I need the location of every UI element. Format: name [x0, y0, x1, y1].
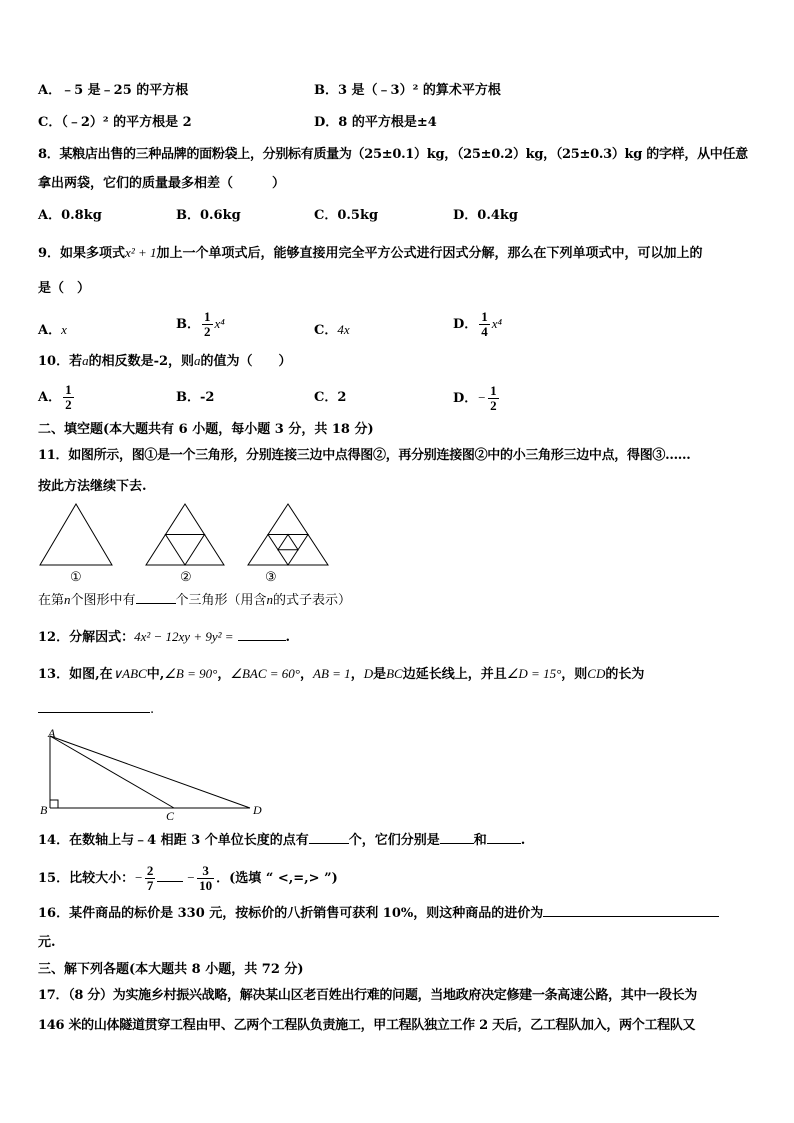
q15-pre: 15．比较大小： [38, 871, 135, 886]
q10-option-d-denominator: 2 [490, 398, 497, 413]
q10-stem [38, 352, 292, 371]
q13-point-d: D [363, 666, 374, 681]
q10-option-d-fraction [488, 384, 499, 413]
q15-denominator-1: 7 [146, 878, 154, 893]
q9-option-d-fraction [479, 310, 490, 339]
q13-stem-line1 [38, 665, 644, 684]
q13-angle-bac: ∠BAC = 60° [230, 666, 301, 681]
figure-1-label: ① [70, 570, 82, 585]
q9-option-a [38, 314, 67, 347]
q11-line3-pre: 在第 [38, 593, 65, 608]
q10-option-a-numerator: 1 [65, 382, 72, 397]
q16-stem-line1 [38, 904, 719, 923]
q13-mid4: ，则 [561, 667, 588, 682]
q9-stem-line2: 是（ ） [38, 281, 91, 296]
q9-option-b [176, 308, 225, 341]
figure-3-triangles [248, 504, 328, 565]
q14-stem [38, 831, 525, 850]
q10-option-d-sign: − [477, 390, 487, 405]
q12-answer-blank[interactable] [238, 628, 286, 641]
q13-segment-cd: CD [587, 666, 606, 681]
q13-figure-lines [50, 736, 250, 808]
q10-option-a-label: A． [38, 390, 62, 405]
q13-triangle-figure [36, 726, 276, 822]
q11-answer-blank[interactable] [136, 591, 176, 604]
q10-option-a-denominator: 2 [65, 397, 72, 412]
q7-option-a: A．﹣5 是﹣25 的平方根 [38, 83, 189, 98]
q8-stem-line2: 拿出两袋，它们的质量最多相差（ ） [38, 176, 286, 191]
q9-stem-pre: 9．如果多项式 [38, 246, 126, 261]
q9-option-b-numerator: 1 [204, 309, 211, 324]
q9-stem-post: 加上一个单项式后，能够直接用完全平方公式进行因式分解，那么在下列单项式中，可以加上的 [156, 246, 703, 261]
q10-var-a: a [82, 353, 89, 368]
q13-label-a: A [48, 726, 56, 740]
figure-2-triangles [146, 504, 224, 565]
figure-1-triangle [40, 504, 112, 565]
q12-expression: 4x² − 12xy + 9y² = [134, 629, 234, 644]
q11-line3-post: 个三角形（用含 [175, 593, 267, 608]
q9-option-c [314, 314, 350, 347]
q8-option-b: B．0.6kg [176, 208, 241, 223]
q10-option-b: B．-2 [176, 390, 215, 405]
q10-var-a-2: a [194, 353, 201, 368]
q15-post: ．(选填 “ <,=,> ”) [216, 871, 338, 886]
q8-stem-line1: 8．某粮店出售的三种品牌的面粉袋上，分别标有质量为（25±0.1）kg，（25±0.2）kg，（25±0.3）kg 的字样，从中任意 [38, 147, 748, 162]
q9-stem-line1 [38, 244, 703, 263]
q13-sep2: ， [300, 667, 314, 682]
q13-mid1: 中, [146, 667, 165, 682]
q13-sep3: ， [350, 667, 364, 682]
q13-mid3: 边延长线上，并且 [402, 667, 507, 682]
q11-stem-line1: 11．如图所示，图①是一个三角形，分别连接三边中点得图②，再分别连接图②中的小三角形三边中点，得图③…… [38, 448, 691, 463]
q9-polynomial: x² + 1 [125, 245, 157, 260]
q9-option-c-value: 4x [337, 322, 350, 337]
q7-option-c: C．（﹣2）² 的平方根是 2 [38, 115, 192, 130]
q16-answer-blank[interactable] [543, 904, 719, 917]
q10-option-a-fraction [63, 383, 74, 412]
q13-mid2: 是 [373, 667, 387, 682]
q13-pre: 13．如图,在 [38, 667, 113, 682]
q9-option-d [453, 308, 502, 341]
q10-option-d-label: D． [453, 391, 478, 406]
q9-option-d-power: x⁴ [491, 316, 503, 331]
q13-angle-b: ∠B = 90° [164, 666, 218, 681]
q7-option-b: B．3 是（﹣3）² 的算术平方根 [314, 83, 501, 98]
section-2-heading: 二、填空题(本大题共有 6 小题，每小题 3 分，共 18 分) [38, 422, 374, 437]
q10-stem-pre: 10．若 [38, 354, 83, 369]
q9-option-b-denominator: 2 [204, 324, 211, 339]
q15-sign-1: − [134, 870, 143, 885]
q8-option-a: A．0.8kg [38, 208, 102, 223]
q13-ab-length: AB = 1 [313, 666, 351, 681]
q11-line3-end: 的式子表示） [273, 593, 352, 608]
q8-option-c: C．0.5kg [314, 208, 379, 223]
q15-denominator-2: 10 [199, 878, 213, 893]
figure-2-label: ② [180, 570, 192, 585]
q9-option-d-numerator: 1 [481, 309, 488, 324]
q13-label-c: C [166, 809, 175, 822]
q9-option-b-fraction [202, 310, 213, 339]
q13-answer-blank[interactable] [38, 700, 150, 713]
q10-option-a [38, 382, 76, 414]
q7-option-d: D．8 的平方根是±4 [314, 115, 437, 130]
q10-option-d-numerator: 1 [490, 383, 497, 398]
q15-fraction-1 [145, 864, 156, 893]
q14-pre: 14．在数轴上与﹣4 相距 3 个单位长度的点有 [38, 833, 309, 848]
q13-triangle-symbol: ∨ABC [112, 666, 147, 681]
q15-numerator-2: 3 [197, 864, 214, 879]
q13-sep1: ， [217, 667, 231, 682]
q14-mid: 个，它们分别是 [348, 833, 440, 848]
q9-option-c-label: C． [314, 323, 338, 338]
q11-var-n-2: n [266, 592, 274, 607]
q12-stem [38, 628, 290, 647]
q14-point1-blank[interactable] [440, 831, 474, 844]
q8-option-d: D．0.4kg [453, 208, 518, 223]
q13-stem-line2 [38, 700, 154, 719]
q9-option-b-label: B． [176, 317, 200, 332]
q15-sign-2: − [186, 870, 196, 885]
q13-label-b: B [40, 803, 48, 817]
section-3-heading: 三、解下列各题(本大题共 8 小题，共 72 分) [38, 962, 304, 977]
figure-3-label: ③ [265, 570, 277, 585]
q12-stem-end: . [285, 630, 291, 645]
q9-option-a-value: x [61, 322, 67, 337]
q15-numerator-1: 2 [146, 863, 154, 878]
q9-option-d-label: D． [453, 317, 478, 332]
q14-count-blank[interactable] [309, 831, 349, 844]
q12-stem-pre: 12．分解因式： [38, 630, 135, 645]
q17-stem-line1: 17．（8 分）为实施乡村振兴战略，解决某山区老百姓出行难的问题，当地政府决定修建一条高速公路，其中一段长为 [38, 988, 697, 1003]
q11-stem-line2: 按此方法继续下去. [38, 479, 147, 494]
q9-option-b-power: x⁴ [214, 316, 225, 331]
q11-line3-mid: 个图形中有 [70, 593, 136, 608]
q11-question-line [38, 591, 351, 610]
q10-stem-post: 的值为（ ） [200, 354, 292, 369]
q9-option-a-label: A． [38, 323, 62, 338]
q13-line2-end: . [150, 702, 155, 717]
q10-option-d [453, 382, 501, 415]
q11-triangle-figures [36, 500, 336, 570]
q15-fraction-2 [197, 864, 214, 893]
q15-stem [38, 860, 338, 897]
q16-line1-text: 16．某件商品的标价是 330 元，按标价的八折销售可获利 10%，则这种商品的进价为 [38, 906, 544, 921]
q15-answer-blank[interactable] [157, 869, 183, 882]
q13-label-d: D [253, 803, 262, 817]
q17-stem-line2: 146 米的山体隧道贯穿工程由甲、乙两个工程队负责施工，甲工程队独立工作 2 天后，乙工程队加入，两个工程队又 [38, 1018, 696, 1033]
q13-angle-d: ∠D = 15° [506, 666, 562, 681]
q9-option-d-denominator: 4 [481, 324, 488, 339]
q14-point2-blank[interactable] [487, 831, 521, 844]
q10-option-c: C．2 [314, 390, 347, 405]
q16-stem-line2: 元. [38, 935, 56, 950]
q13-segment-bc: BC [386, 666, 403, 681]
q13-end: 的长为 [605, 667, 645, 682]
q14-and: 和 [473, 833, 487, 848]
q14-end: . [520, 833, 526, 848]
q10-stem-mid: 的相反数是-2，则 [88, 354, 195, 369]
q11-var-n: n [64, 592, 71, 607]
